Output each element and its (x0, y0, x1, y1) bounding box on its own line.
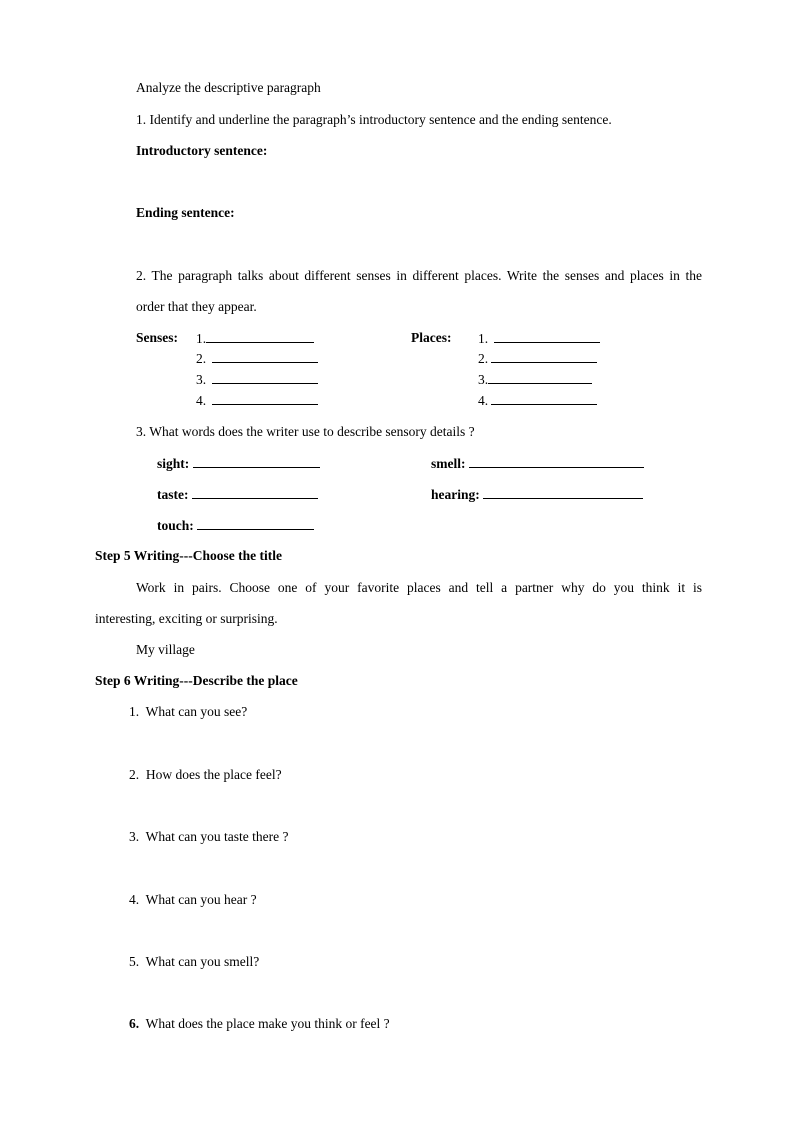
step-6-heading: Step 6 Writing---Describe the place (95, 673, 298, 688)
question-number: 3. (129, 829, 140, 844)
touch-answer-blank[interactable] (197, 517, 314, 530)
places-item-number: 3. (478, 372, 489, 387)
answer-blank[interactable] (494, 330, 600, 343)
senses-item-3 (196, 371, 318, 388)
senses-item-number: 3. (196, 372, 207, 387)
places-item-4 (478, 392, 597, 409)
question-text: What can you taste there ? (145, 829, 289, 844)
places-item-number: 2. (478, 351, 489, 366)
taste-label: taste: (157, 487, 189, 502)
question-2-line-1: 2. The paragraph talks about different senses in different places. Write the senses and places in the (136, 268, 702, 283)
title-example: My village (136, 642, 195, 657)
places-item-number: 1. (478, 331, 489, 346)
places-item-number: 4. (478, 393, 489, 408)
answer-blank[interactable] (212, 371, 318, 384)
answer-blank[interactable] (491, 350, 597, 363)
hearing-label: hearing: (431, 487, 480, 502)
places-item-3 (478, 371, 592, 388)
question-2-line-2: order that they appear. (136, 299, 257, 314)
sight-row (157, 455, 320, 472)
question-number: 6. (129, 1016, 140, 1031)
step-5-paragraph-line-2: interesting, exciting or surprising. (95, 611, 278, 626)
taste-answer-blank[interactable] (192, 486, 318, 499)
answer-blank[interactable] (212, 350, 318, 363)
hearing-answer-blank[interactable] (483, 486, 643, 499)
touch-label: touch: (157, 518, 194, 533)
senses-item-number: 1. (196, 331, 207, 346)
sight-label: sight: (157, 456, 190, 471)
step-6-question-2 (129, 767, 282, 783)
senses-item-4 (196, 392, 318, 409)
question-text: What can you see? (145, 704, 248, 719)
question-number: 5. (129, 954, 140, 969)
senses-item-2 (196, 350, 318, 367)
question-1: 1. Identify and underline the paragraph’s introductory sentence and the ending sentence. (136, 112, 612, 127)
question-number: 4. (129, 892, 140, 907)
places-label: Places: (411, 330, 452, 345)
question-text: What can you hear ? (145, 892, 257, 907)
touch-row (157, 517, 314, 534)
step-6-question-5 (129, 954, 259, 970)
places-item-2 (478, 350, 597, 367)
places-item-1 (478, 330, 600, 347)
step-5-paragraph-line-1: Work in pairs. Choose one of your favorite places and tell a partner why do you think it is (136, 580, 702, 595)
question-number: 2. (129, 767, 140, 782)
step-6-question-3 (129, 829, 288, 845)
senses-item-number: 4. (196, 393, 207, 408)
question-text: What can you smell? (145, 954, 260, 969)
answer-blank[interactable] (206, 330, 314, 343)
senses-item-1 (196, 330, 314, 347)
smell-row (431, 455, 644, 472)
ending-sentence-label: Ending sentence: (136, 205, 235, 220)
answer-blank[interactable] (488, 371, 592, 384)
question-number: 1. (129, 704, 140, 719)
step-6-question-1 (129, 704, 247, 720)
question-3: 3. What words does the writer use to describe sensory details ? (136, 424, 475, 439)
analyze-heading: Analyze the descriptive paragraph (136, 80, 321, 95)
sight-answer-blank[interactable] (193, 455, 320, 468)
step-6-question-4 (129, 892, 257, 908)
step-6-question-6 (129, 1016, 390, 1032)
question-text: What does the place make you think or feel ? (145, 1016, 390, 1031)
step-5-heading: Step 5 Writing---Choose the title (95, 548, 282, 563)
smell-label: smell: (431, 456, 466, 471)
question-text: How does the place feel? (145, 767, 282, 782)
answer-blank[interactable] (491, 392, 597, 405)
taste-row (157, 486, 318, 503)
senses-label: Senses: (136, 330, 179, 345)
smell-answer-blank[interactable] (469, 455, 644, 468)
answer-blank[interactable] (212, 392, 318, 405)
introductory-sentence-label: Introductory sentence: (136, 143, 268, 158)
senses-item-number: 2. (196, 351, 207, 366)
hearing-row (431, 486, 643, 503)
